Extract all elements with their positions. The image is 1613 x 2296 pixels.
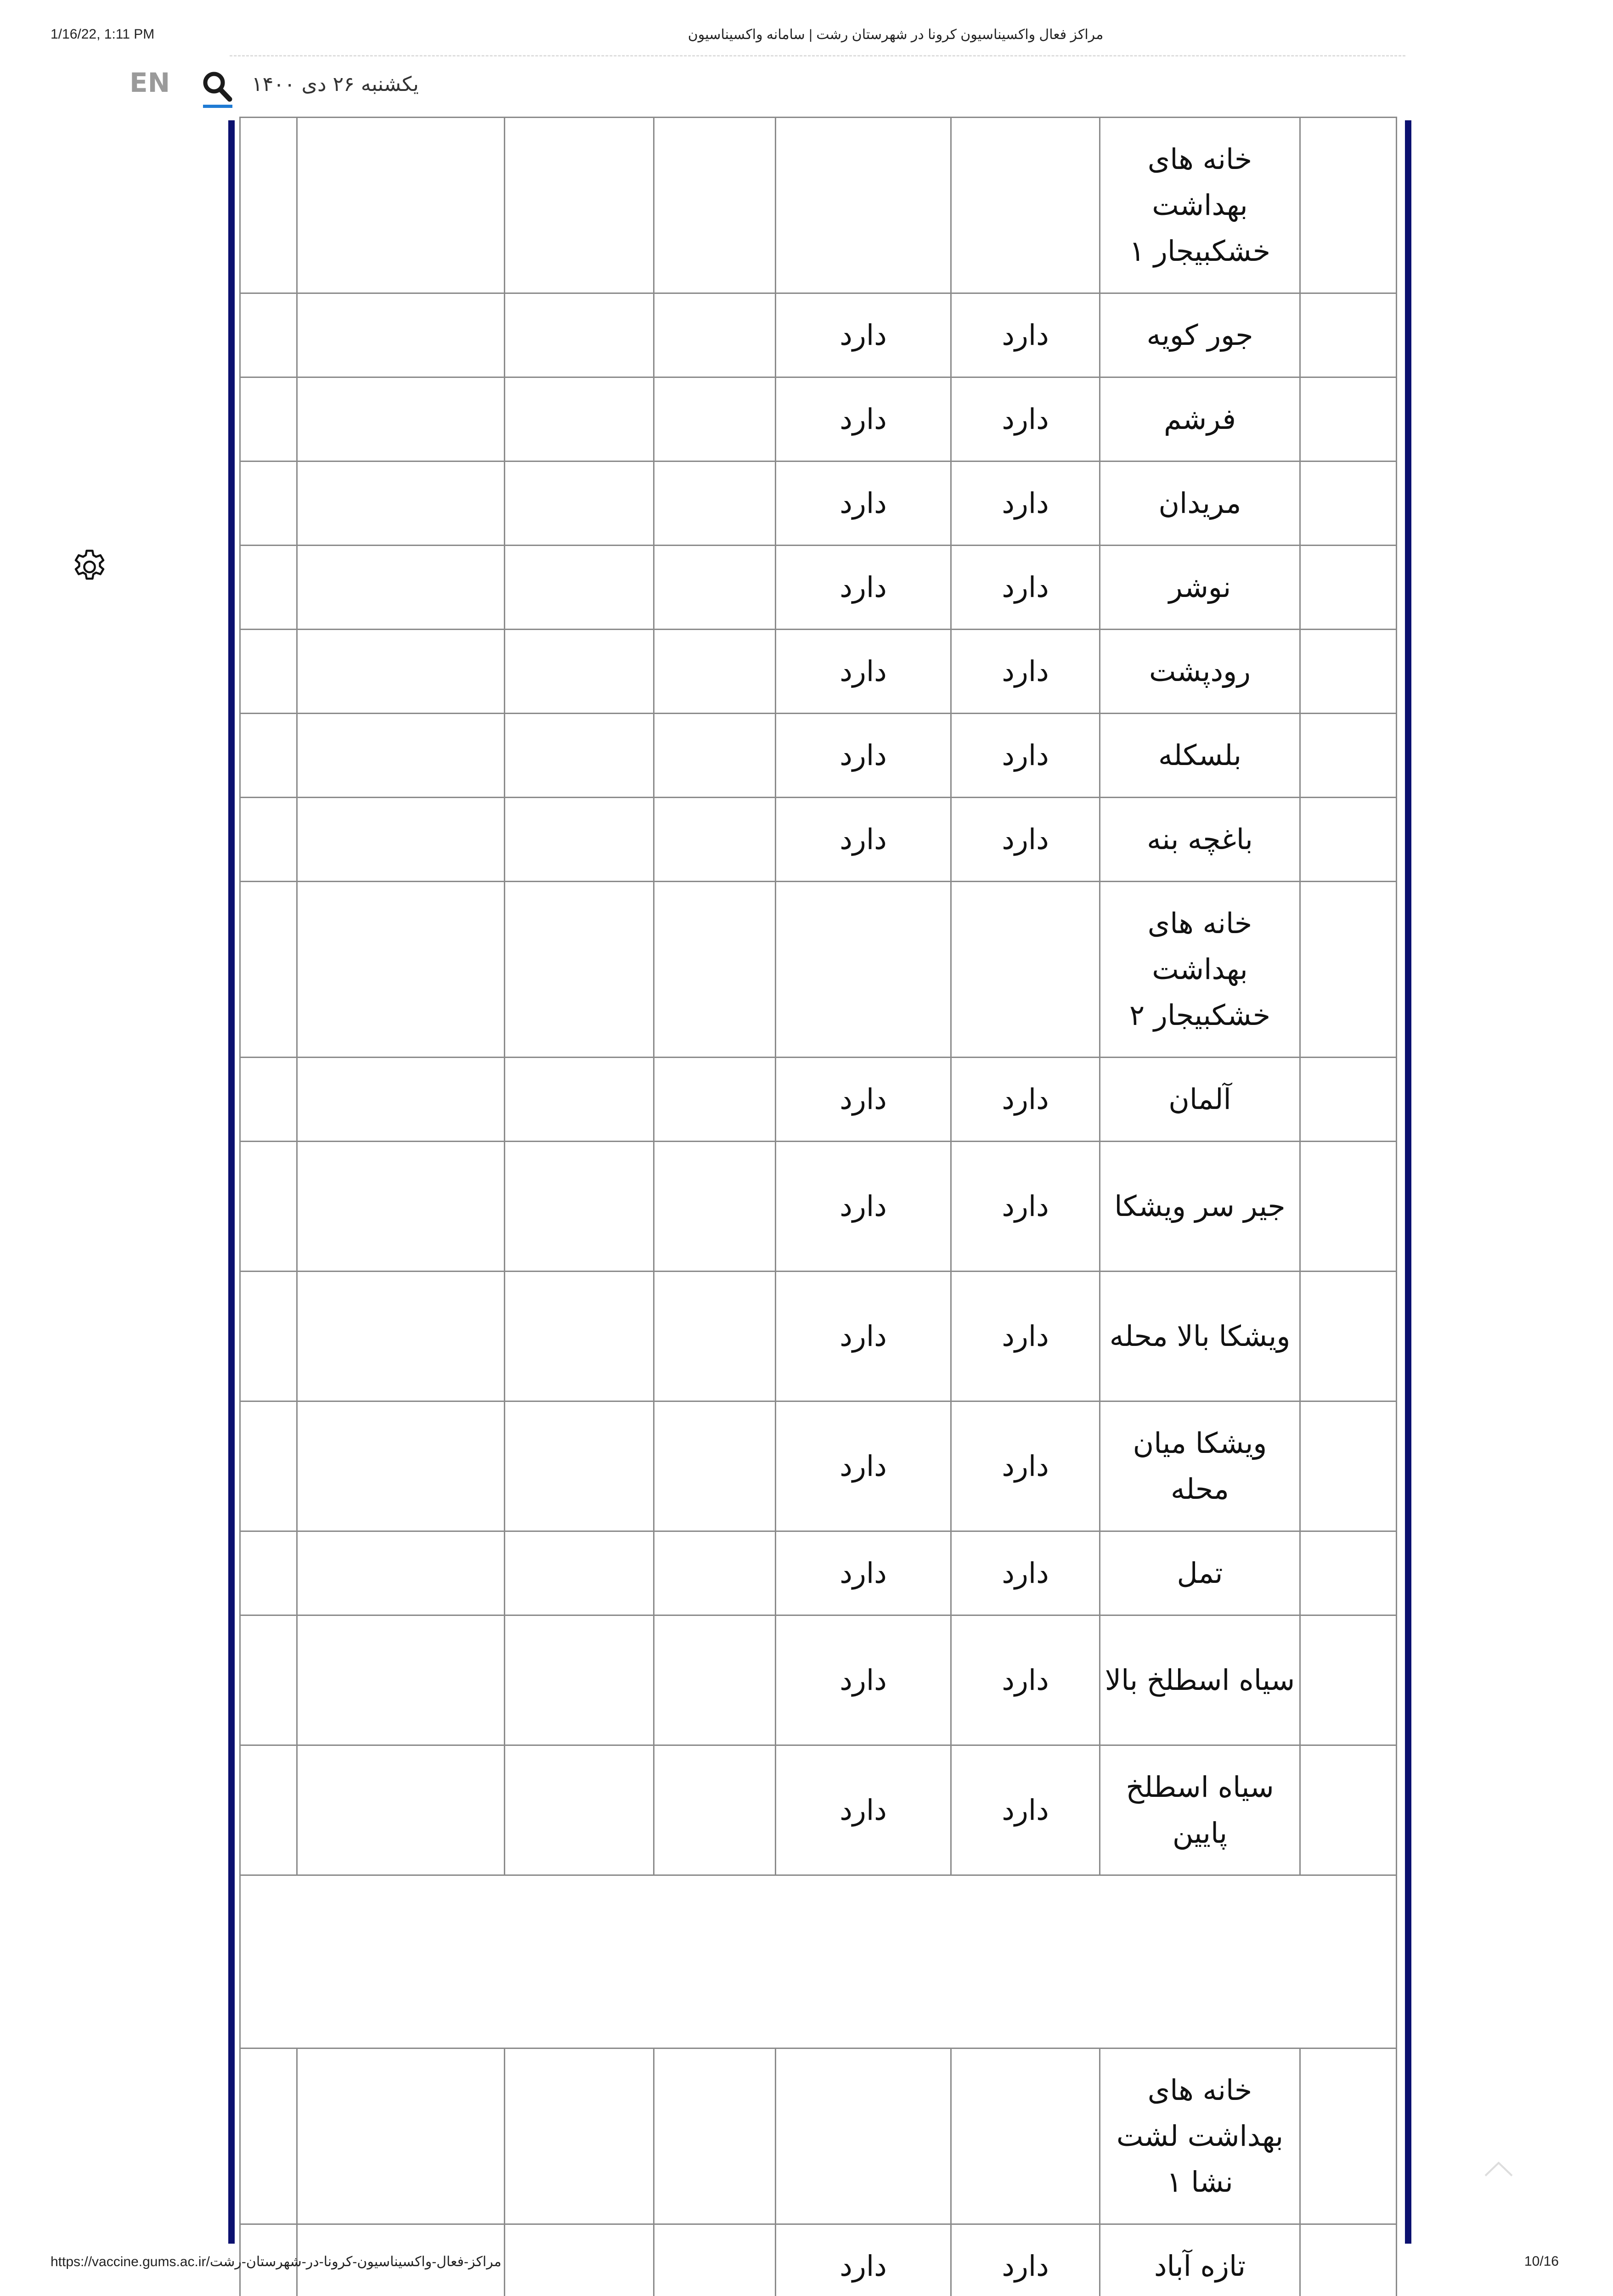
empty-cell [505,1531,654,1615]
empty-cell [297,1615,505,1745]
group-label-cell: خانه های بهداشت خشکبیجار ۱ [1100,118,1300,293]
search-button[interactable] [201,70,234,108]
empty-cell [1300,293,1397,377]
empty-cell [1300,461,1397,546]
search-underline [203,105,232,108]
status-cell [776,118,951,293]
status-cell: دارد [951,377,1100,461]
table-row [240,714,1397,798]
empty-cell [654,1745,776,1875]
scroll-to-top-button[interactable] [1483,2156,1515,2179]
search-icon [201,70,234,105]
empty-cell [240,1531,297,1615]
center-name-cell: ویشکا بالا محله [1100,1272,1300,1401]
empty-cell [240,293,297,377]
status-cell: دارد [951,1745,1100,1875]
empty-cell [505,546,654,630]
empty-cell [654,1531,776,1615]
empty-cell [654,118,776,293]
empty-cell [240,714,297,798]
empty-cell [1300,1401,1397,1531]
status-cell: دارد [776,1745,951,1875]
print-datetime: 1/16/22, 1:11 PM [51,27,154,42]
status-cell: دارد [776,2224,951,2296]
empty-cell [654,1272,776,1401]
print-header [0,27,1613,47]
empty-cell [654,461,776,546]
status-cell [951,882,1100,1058]
status-cell: دارد [776,1142,951,1272]
empty-cell [240,1272,297,1401]
empty-cell [297,377,505,461]
vaccination-centers-table-frame [228,120,1411,2244]
gear-icon [69,546,110,588]
empty-cell [297,1401,505,1531]
empty-cell [297,714,505,798]
empty-cell [240,1401,297,1531]
empty-cell [1300,1745,1397,1875]
table-row [240,1058,1397,1142]
table-row [240,1142,1397,1272]
status-cell: دارد [776,1272,951,1401]
empty-cell [505,461,654,546]
table-spacer-row [240,1875,1397,2048]
table-row [240,377,1397,461]
current-date: یکشنبه ۲۶ دی ۱۴۰۰ [252,73,419,96]
empty-cell [240,2048,297,2224]
center-name-cell: مریدان [1100,461,1300,546]
empty-cell [654,1142,776,1272]
empty-cell [505,1058,654,1142]
table-row [240,1401,1397,1531]
empty-cell [1300,798,1397,882]
empty-cell [240,461,297,546]
status-cell: دارد [776,377,951,461]
print-url: https://vaccine.gums.ac.ir/مراکز-فعال-واکسیناسیون-کرونا-در-شهرستان-رشت [51,2254,502,2270]
empty-cell [654,377,776,461]
vaccination-centers-table [239,117,1397,2296]
empty-cell [297,293,505,377]
empty-cell [297,1142,505,1272]
print-page-number: 10/16 [1524,2254,1559,2269]
status-cell: دارد [776,1058,951,1142]
empty-cell [505,118,654,293]
table-row [240,1745,1397,1875]
center-name-cell: سیاه اسطلخ پایین [1100,1745,1300,1875]
empty-cell [1300,630,1397,714]
print-page-title: مراکز فعال واکسیناسیون کرونا در شهرستان رشت | سامانه واکسیناسیون [574,27,1217,43]
header-divider [230,55,1405,56]
empty-cell [240,118,297,293]
empty-cell [297,630,505,714]
center-name-cell: تازه آباد [1100,2224,1300,2296]
center-name-cell: جور کویه [1100,293,1300,377]
empty-cell [505,2048,654,2224]
table-group-row [240,882,1397,1058]
empty-cell [240,1058,297,1142]
empty-cell [240,1615,297,1745]
status-cell: دارد [776,798,951,882]
empty-cell [240,882,297,1058]
status-cell: دارد [776,1401,951,1531]
empty-cell [297,1531,505,1615]
settings-button[interactable] [69,546,110,588]
status-cell [776,2048,951,2224]
status-cell: دارد [951,1058,1100,1142]
status-cell: دارد [951,630,1100,714]
empty-cell [654,714,776,798]
empty-cell [505,714,654,798]
status-cell: دارد [951,546,1100,630]
group-label-cell: خانه های بهداشت لشت نشا ۱ [1100,2048,1300,2224]
table-row [240,1615,1397,1745]
empty-cell [654,882,776,1058]
empty-cell [297,1745,505,1875]
status-cell: دارد [951,1615,1100,1745]
empty-cell [1300,714,1397,798]
center-name-cell: سیاه اسطلخ بالا [1100,1615,1300,1745]
empty-cell [505,1272,654,1401]
empty-cell [240,798,297,882]
empty-cell [297,882,505,1058]
empty-cell [1300,882,1397,1058]
table-group-row [240,118,1397,293]
table-row [240,798,1397,882]
center-name-cell: نوشر [1100,546,1300,630]
language-toggle-button[interactable]: EN [130,67,170,98]
empty-cell [654,1058,776,1142]
status-cell: دارد [776,714,951,798]
empty-cell [1300,2048,1397,2224]
empty-cell [505,377,654,461]
empty-cell [1300,1615,1397,1745]
empty-cell [297,2048,505,2224]
table-row [240,1531,1397,1615]
empty-cell [654,1401,776,1531]
table-row [240,293,1397,377]
empty-cell [505,1401,654,1531]
empty-cell [1300,1272,1397,1401]
group-label-cell: خانه های بهداشت خشکبیجار ۲ [1100,882,1300,1058]
empty-cell [297,118,505,293]
table-row [240,461,1397,546]
status-cell: دارد [951,798,1100,882]
empty-cell [297,798,505,882]
status-cell: دارد [951,461,1100,546]
center-name-cell: رودپشت [1100,630,1300,714]
center-name-cell: بلسکله [1100,714,1300,798]
center-name-cell: ویشکا میان محله [1100,1401,1300,1531]
empty-cell [505,798,654,882]
empty-cell [505,1745,654,1875]
status-cell: دارد [776,630,951,714]
empty-cell [505,882,654,1058]
empty-cell [1300,118,1397,293]
status-cell: دارد [776,293,951,377]
empty-cell [505,1142,654,1272]
status-cell: دارد [951,1531,1100,1615]
center-name-cell: تمل [1100,1531,1300,1615]
empty-cell [297,546,505,630]
center-name-cell: فرشم [1100,377,1300,461]
table-row [240,630,1397,714]
empty-cell [240,377,297,461]
empty-cell [240,1142,297,1272]
empty-cell [654,798,776,882]
status-cell: دارد [776,461,951,546]
status-cell: دارد [951,293,1100,377]
empty-cell [654,2048,776,2224]
center-name-cell: جیر سر ویشکا [1100,1142,1300,1272]
print-footer [0,2254,1613,2274]
status-cell: دارد [951,2224,1100,2296]
status-cell: دارد [776,546,951,630]
status-cell: دارد [951,714,1100,798]
empty-cell [505,630,654,714]
empty-cell [240,1745,297,1875]
center-name-cell: باغچه بنه [1100,798,1300,882]
empty-cell [1300,377,1397,461]
empty-cell [654,293,776,377]
status-cell: دارد [951,1142,1100,1272]
empty-cell [297,461,505,546]
table-row [240,1272,1397,1401]
empty-cell [240,630,297,714]
status-cell [776,882,951,1058]
empty-cell [505,293,654,377]
empty-cell [654,630,776,714]
empty-cell [1300,1142,1397,1272]
spacer-cell [240,1875,1397,2048]
table-row [240,546,1397,630]
status-cell [951,118,1100,293]
status-cell: دارد [776,1531,951,1615]
empty-cell [1300,546,1397,630]
empty-cell [240,546,297,630]
empty-cell [654,546,776,630]
empty-cell [1300,1058,1397,1142]
empty-cell [1300,1531,1397,1615]
center-name-cell: آلمان [1100,1058,1300,1142]
empty-cell [297,1272,505,1401]
table-group-row [240,2048,1397,2224]
empty-cell [297,1058,505,1142]
chevron-up-icon [1485,2163,1512,2176]
empty-cell [505,1615,654,1745]
empty-cell [654,1615,776,1745]
status-cell: دارد [951,1401,1100,1531]
status-cell [951,2048,1100,2224]
status-cell: دارد [951,1272,1100,1401]
status-cell: دارد [776,1615,951,1745]
